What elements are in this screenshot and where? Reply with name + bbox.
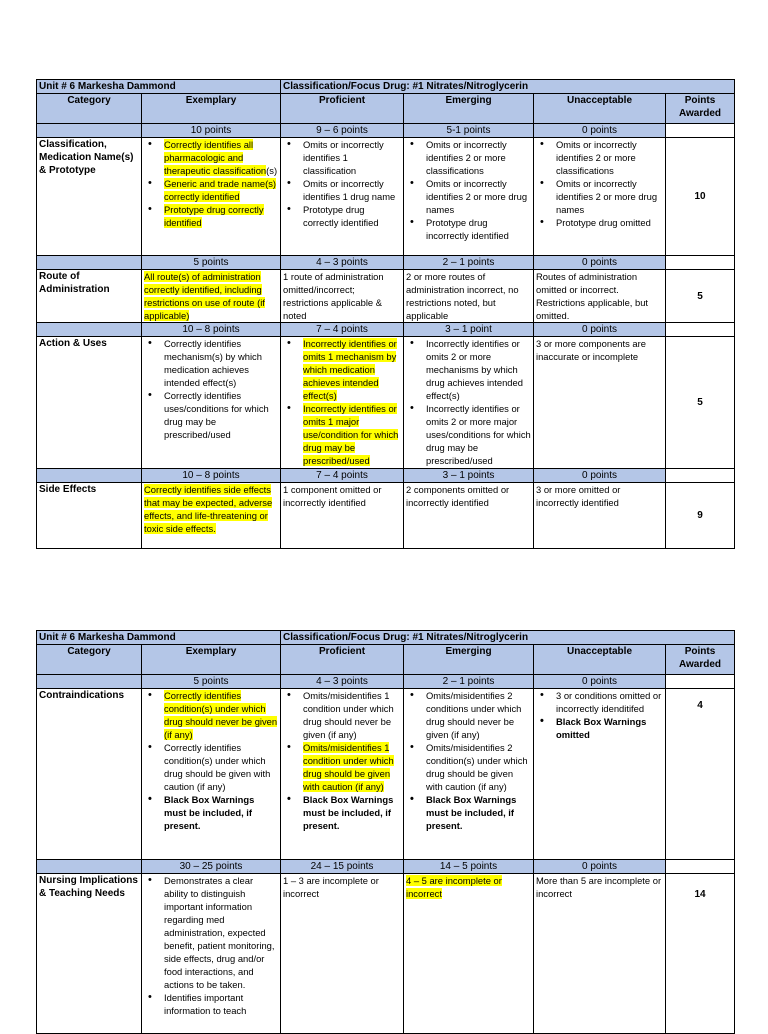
exemplary-cell: All route(s) of administration correctly identified, including restrictions on use of route (if applicable) <box>142 270 281 323</box>
exemplary-cell <box>142 874 281 1034</box>
unacceptable-cell <box>534 689 666 860</box>
points-emerging: 3 – 1 point <box>404 323 534 337</box>
points-exemplary: 30 – 25 points <box>142 860 281 874</box>
points-awarded-spacer <box>666 323 735 337</box>
criterion-item: • 3 or conditions omitted or incorrectly idenditifed <box>556 689 663 715</box>
points-spacer <box>37 256 142 270</box>
exemplary-cell <box>142 689 281 860</box>
emerging-cell <box>404 689 534 860</box>
proficient-cell <box>281 689 404 860</box>
unit-label: Unit # 6 Markesha Dammond <box>37 80 281 94</box>
criterion-item: • Omits or incorrectly identifies 2 or more classifications <box>426 138 531 177</box>
points-emerging: 3 – 1 points <box>404 469 534 483</box>
category-cell: Nursing Implications & Teaching Needs <box>37 874 142 1034</box>
criterion-item: • Prototype drug correctly identified <box>303 203 401 229</box>
focus-drug-label: Classification/Focus Drug: #1 Nitrates/Nitroglycerin <box>281 80 735 94</box>
criterion-item: • Black Box Warnings must be included, if present. <box>164 793 278 832</box>
criterion-item: • Correctly identifies uses/conditions for which drug may be prescribed/used <box>164 389 278 441</box>
points-unacceptable: 0 points <box>534 124 666 138</box>
category-cell: Route of Administration <box>37 270 142 323</box>
proficient-cell: 1 route of administration omitted/incorrect; restrictions applicable & noted <box>281 270 404 323</box>
proficient-cell: 1 – 3 are incomplete or incorrect <box>281 874 404 1034</box>
points-spacer <box>37 469 142 483</box>
unacceptable-cell: Routes of administration omitted or incorrect. Restrictions applicable, but omitted. <box>534 270 666 323</box>
points-awarded-value: 5 <box>666 337 735 469</box>
proficient-cell: 1 component omitted or incorrectly identified <box>281 483 404 549</box>
points-spacer <box>37 124 142 138</box>
points-spacer <box>37 860 142 874</box>
criterion-item: • Correctly identifies mechanism(s) by which medication achieves intended effect(s) <box>164 337 278 389</box>
proficient-cell <box>281 337 404 469</box>
rubric-table-1 <box>36 79 735 549</box>
criterion-item: • Generic and trade name(s) correctly identified <box>164 177 278 203</box>
criterion-item: • Demonstrates a clear ability to distinguish important information regarding med administration, expected benefit, patient monitoring, side effects, drug and/or food interactions, and actions to be taken. <box>164 874 278 991</box>
criterion-item: • Correctly identifies all pharmacologic and therapeutic classification(s) <box>164 138 278 177</box>
criterion-item: • Incorrectly identifies or omits 2 or more mechanisms by which drug achieves intended effect(s) <box>426 337 531 402</box>
criterion-item: • Omits/misidentifies 2 conditions under which drug should never be given (if any) <box>426 689 531 741</box>
points-emerging: 2 – 1 points <box>404 675 534 689</box>
unacceptable-cell <box>534 138 666 256</box>
points-unacceptable: 0 points <box>534 469 666 483</box>
points-unacceptable: 0 points <box>534 860 666 874</box>
criterion-item: • Omits or incorrectly identifies 1 drug name <box>303 177 401 203</box>
points-unacceptable: 0 points <box>534 256 666 270</box>
points-emerging: 2 – 1 points <box>404 256 534 270</box>
category-cell: Action & Uses <box>37 337 142 469</box>
criterion-item: • Omits or incorrectly identifies 2 or more drug names <box>426 177 531 216</box>
unacceptable-cell: More than 5 are incomplete or incorrect <box>534 874 666 1034</box>
points-awarded-value: 10 <box>666 138 735 256</box>
emerging-cell: 2 components omitted or incorrectly identified <box>404 483 534 549</box>
points-proficient: 7 – 4 points <box>281 323 404 337</box>
criterion-item: • Prototype drug incorrectly identified <box>426 216 531 242</box>
col-unacceptable: Unacceptable <box>534 94 666 124</box>
rubric-table-2 <box>36 630 735 1034</box>
criterion-item: • Correctly identifies condition(s) under which drug should be given with caution (if any) <box>164 741 278 793</box>
criterion-item: • Omits or incorrectly identifies 1 classification <box>303 138 401 177</box>
col-category: Category <box>37 94 142 124</box>
emerging-cell <box>404 337 534 469</box>
col-proficient: Proficient <box>281 645 404 675</box>
emerging-cell: 4 – 5 are incomplete or incorrect <box>404 874 534 1034</box>
criterion-item: • Black Box Warnings must be included, if present. <box>426 793 531 832</box>
points-exemplary: 10 – 8 points <box>142 469 281 483</box>
col-points-awarded: Points Awarded <box>666 645 735 675</box>
points-exemplary: 10 – 8 points <box>142 323 281 337</box>
points-proficient: 4 – 3 points <box>281 675 404 689</box>
criterion-item: • Omits/misidentifies 2 condition(s) under which drug should be given with caution (if any) <box>426 741 531 793</box>
points-proficient: 24 – 15 points <box>281 860 404 874</box>
col-exemplary: Exemplary <box>142 645 281 675</box>
points-awarded-spacer <box>666 256 735 270</box>
points-awarded-spacer <box>666 860 735 874</box>
points-spacer <box>37 675 142 689</box>
criterion-item: • Prototype drug correctly identified <box>164 203 278 229</box>
points-awarded-spacer <box>666 124 735 138</box>
criterion-item: • Identifies important information to teach <box>164 991 278 1017</box>
criterion-item: • Omits/misidentifies 1 condition under which drug should be given with caution (if any) <box>303 741 401 793</box>
criterion-item: • Prototype drug omitted <box>556 216 663 229</box>
points-unacceptable: 0 points <box>534 675 666 689</box>
points-emerging: 5-1 points <box>404 124 534 138</box>
col-points-awarded: Points Awarded <box>666 94 735 124</box>
points-exemplary: 10 points <box>142 124 281 138</box>
criterion-item: • Omits/misidentifies 1 condition under which drug should never be given (if any) <box>303 689 401 741</box>
points-exemplary: 5 points <box>142 675 281 689</box>
col-emerging: Emerging <box>404 645 534 675</box>
exemplary-cell: Correctly identifies side effects that may be expected, adverse effects, and life-threatening or toxic side effects. <box>142 483 281 549</box>
col-exemplary: Exemplary <box>142 94 281 124</box>
unacceptable-cell: 3 or more omitted or incorrectly identified <box>534 483 666 549</box>
points-exemplary: 5 points <box>142 256 281 270</box>
category-cell: Side Effects <box>37 483 142 549</box>
criterion-item: • Incorrectly identifies or omits 1 mechanism by which medication achieves intended effect(s) <box>303 337 401 402</box>
criterion-item: • Omits or incorrectly identifies 2 or more drug names <box>556 177 663 216</box>
points-awarded-spacer <box>666 469 735 483</box>
points-proficient: 7 – 4 points <box>281 469 404 483</box>
points-emerging: 14 – 5 points <box>404 860 534 874</box>
points-awarded-value: 4 <box>666 689 735 860</box>
points-awarded-value: 14 <box>666 874 735 1034</box>
criterion-item: • Black Box Warnings omitted <box>556 715 663 741</box>
criterion-item: • Incorrectly identifies or omits 1 major use/condition for which drug may be prescribed/used <box>303 402 401 467</box>
emerging-cell: 2 or more routes of administration incorrect, no restrictions noted, but applicable <box>404 270 534 323</box>
exemplary-cell <box>142 337 281 469</box>
col-category: Category <box>37 645 142 675</box>
points-awarded-value: 9 <box>666 483 735 549</box>
exemplary-cell <box>142 138 281 256</box>
points-proficient: 9 – 6 points <box>281 124 404 138</box>
criterion-item: • Black Box Warnings must be included, if present. <box>303 793 401 832</box>
points-awarded-spacer <box>666 675 735 689</box>
criterion-item: • Correctly identifies condition(s) under which drug should never be given (if any) <box>164 689 278 741</box>
category-cell: Contraindications <box>37 689 142 860</box>
points-unacceptable: 0 points <box>534 323 666 337</box>
unacceptable-cell: 3 or more components are inaccurate or incomplete <box>534 337 666 469</box>
points-proficient: 4 – 3 points <box>281 256 404 270</box>
col-proficient: Proficient <box>281 94 404 124</box>
emerging-cell <box>404 138 534 256</box>
unit-label: Unit # 6 Markesha Dammond <box>37 631 281 645</box>
col-emerging: Emerging <box>404 94 534 124</box>
criterion-item: • Omits or incorrectly identifies 2 or more classifications <box>556 138 663 177</box>
criterion-item: • Incorrectly identifies or omits 2 or more major uses/conditions for which drug may be prescribed/used <box>426 402 531 467</box>
proficient-cell <box>281 138 404 256</box>
points-awarded-value: 5 <box>666 270 735 323</box>
col-unacceptable: Unacceptable <box>534 645 666 675</box>
category-cell: Classification, Medication Name(s) & Prototype <box>37 138 142 256</box>
points-spacer <box>37 323 142 337</box>
focus-drug-label: Classification/Focus Drug: #1 Nitrates/Nitroglycerin <box>281 631 735 645</box>
